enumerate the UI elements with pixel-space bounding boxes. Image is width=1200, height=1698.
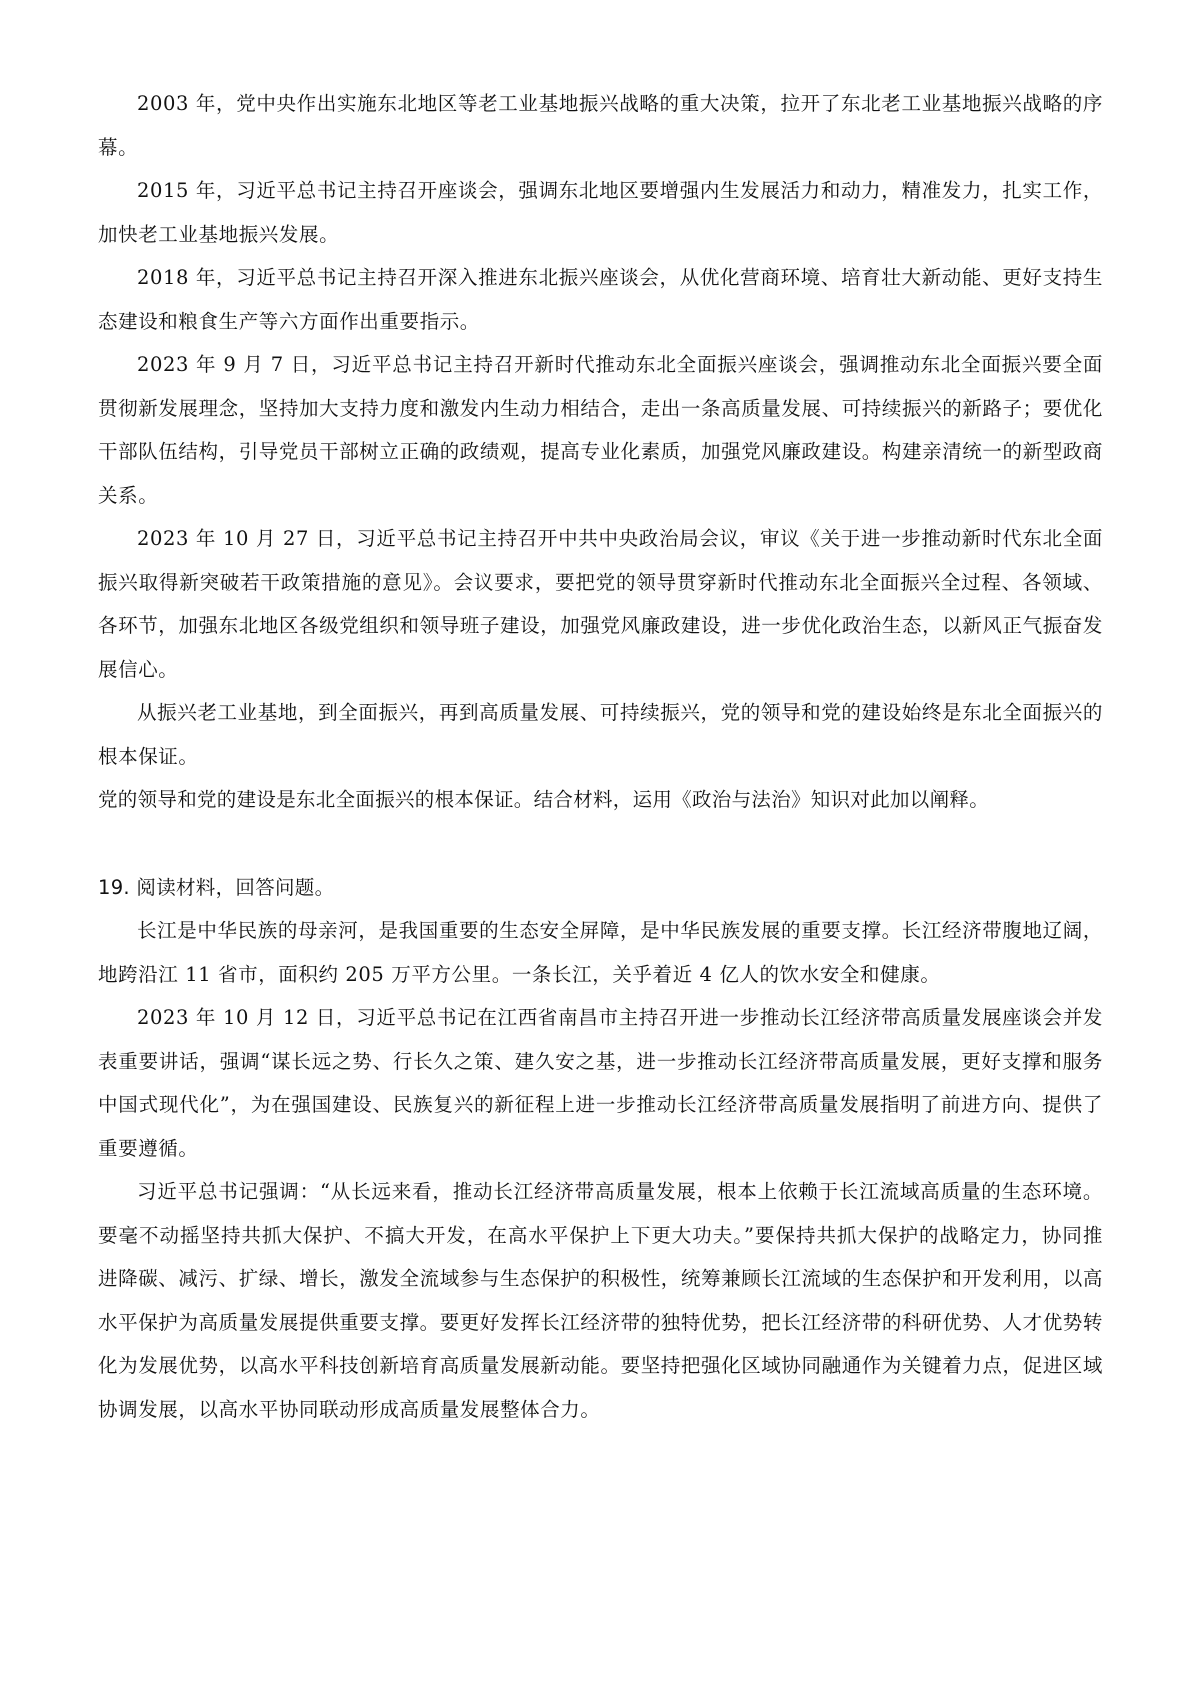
document-content — [98, 82, 1103, 1431]
material-paragraph-2018: 2018 年，习近平总书记主持召开深入推进东北振兴座谈会，从优化营商环境、培育壮大新动能、更好支持生态建设和粮食生产等六方面作出重要指示。 — [98, 266, 1103, 333]
material-paragraph-yangtze-intro: 长江是中华民族的母亲河，是我国重要的生态安全屏障，是中华民族发展的重要支撑。长江经济带腹地辽阔，地跨沿江 11 省市，面积约 205 万平方公里。一条长江，关乎着近 4 亿人的饮水安全和健康。 — [98, 919, 1103, 986]
question-19-title: 19. 阅读材料，回答问题。 — [98, 875, 335, 899]
material-paragraph-2003: 2003 年，党中央作出实施东北地区等老工业基地振兴战略的重大决策，拉开了东北老工业基地振兴战略的序幕。 — [98, 92, 1103, 159]
material-paragraph-2023-sep: 2023 年 9 月 7 日，习近平总书记主持召开新时代推动东北全面振兴座谈会，强调推动东北全面振兴要全面贯彻新发展理念，坚持加大支持力度和激发内生动力相结合，走出一条高质量发展、可持续振兴的新路子；要优化干部队伍结构，引导党员干部树立正确的政绩观，提高专业化素质，加强党风廉政建设。构建亲清统一的新型政商关系。 — [98, 353, 1104, 507]
material-paragraph-2015: 2015 年，习近平总书记主持召开座谈会，强调东北地区要增强内生发展活力和动力，精准发力，扎实工作，加快老工业基地振兴发展。 — [98, 179, 1103, 246]
material-paragraph-ecology-emphasis: 习近平总书记强调：“从长远来看，推动长江经济带高质量发展，根本上依赖于长江流域高质量的生态环境。要毫不动摇坚持共抓大保护、不搞大开发，在高水平保护上下更大功夫。”要保持共抓大保护的战略定力，协同推进降碳、减污、扩绿、增长，激发全流域参与生态保护的积极性，统筹兼顾长江流域的生态保护和开发利用，以高水平保护为高质量发展提供重要支撑。要更好发挥长江经济带的独特优势，把长江经济带的科研优势、人才优势转化为发展优势，以高水平科技创新培育高质量发展新动能。要坚持把强化区域协同融通作为关键着力点，促进区域协调发展，以高水平协同联动形成高质量发展整体合力。 — [98, 1180, 1104, 1421]
material-paragraph-summary: 从振兴老工业基地，到全面振兴，再到高质量发展、可持续振兴，党的领导和党的建设始终是东北全面振兴的根本保证。 — [98, 701, 1103, 768]
question-18-prompt: 党的领导和党的建设是东北全面振兴的根本保证。结合材料，运用《政治与法治》知识对此加以阐释。 — [98, 788, 990, 811]
material-paragraph-nanchang-meeting: 2023 年 10 月 12 日，习近平总书记在江西省南昌市主持召开进一步推动长江经济带高质量发展座谈会并发表重要讲话，强调“谋长远之势、行长久之策、建久安之基，进一步推动长江经济带高质量发展，更好支撑和服务中国式现代化”，为在强国建设、民族复兴的新征程上进一步推动长江经济带高质量发展指明了前进方向、提供了重要遵循。 — [98, 1006, 1103, 1160]
material-paragraph-2023-oct: 2023 年 10 月 27 日，习近平总书记主持召开中共中央政治局会议，审议《关于进一步推动新时代东北全面振兴取得新突破若干政策措施的意见》。会议要求，要把党的领导贯穿新时代推动东北全面振兴全过程、各领域、各环节，加强东北地区各级党组织和领导班子建设，加强党风廉政建设，进一步优化政治生态，以新风正气振奋发展信心。 — [98, 527, 1104, 681]
